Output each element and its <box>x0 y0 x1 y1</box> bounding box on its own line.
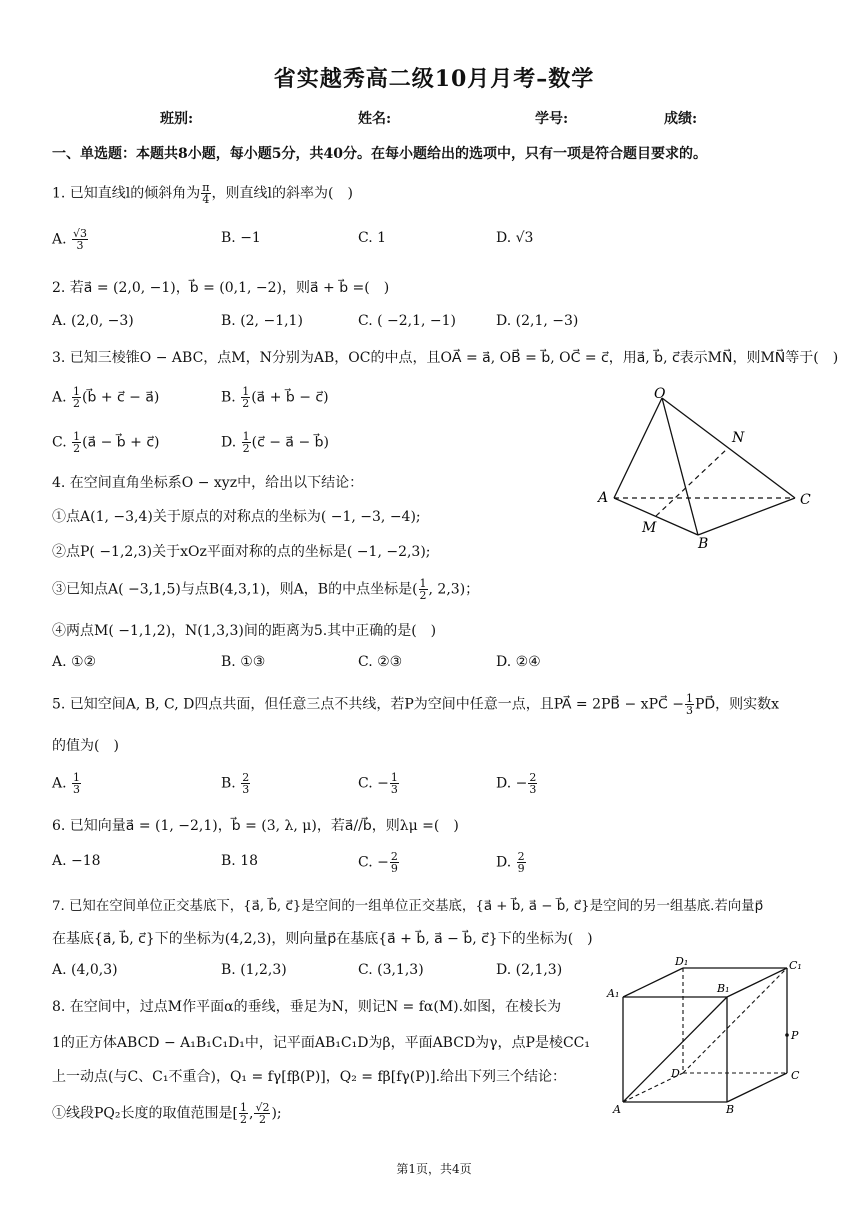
label-A: A <box>613 1103 621 1116</box>
page-footer: 第1页，共4页 <box>396 1162 472 1176</box>
q6-option-a: A. −18 <box>52 853 101 869</box>
label-A: A <box>598 490 609 506</box>
label-D1: D₁ <box>675 955 689 968</box>
q7-option-b: B. (1,2,3) <box>221 962 287 978</box>
q4-option-a: A. ①② <box>52 654 97 670</box>
q1-option-b: B. −1 <box>221 230 261 246</box>
q3-option-c: C. $\frac{1}{2}$ (a⃗ − b⃗ + c⃗) <box>52 430 160 455</box>
q3-option-a: A. $\frac{1}{2}$ (b⃗ + c⃗ − a⃗) <box>52 385 160 410</box>
q5-option-a: A. $\frac{1}{3}$ <box>52 771 81 796</box>
q6-option-b: B. 18 <box>221 853 259 869</box>
q5-option-b: B. $\frac{2}{3}$ <box>221 771 250 796</box>
q7-option-c: C. (3,1,3) <box>358 962 424 978</box>
q2-option-d: D. (2,1, −3) <box>496 313 579 329</box>
q4-statement-2: ②点P( −1,2,3)关于xOz平面对称的点的坐标是( −1, −2,3); <box>52 544 431 560</box>
question-8-line1: 8. 在空间中，过点M作平面α的垂线，垂足为N，则记N = fα(M).如图，在棱长为 <box>52 999 562 1015</box>
tetrahedron-figure <box>590 380 820 555</box>
class-label: 班别: <box>160 111 194 127</box>
q4-statement-3: ③已知点A( −3,1,5)与点B(4,3,1)，则A，B的中点坐标是( $\frac{1}{2}$ , 2,3)； <box>52 577 480 602</box>
label-B: B <box>726 1103 735 1116</box>
question-7-stem-line1: 7. 已知在空间单位正交基底下，{a⃗, b⃗, c⃗}是空间的一组单位正交基底，{a⃗ + b⃗, a⃗ − b⃗, c⃗}是空间的另一组基底.若向量p⃗ <box>52 899 764 914</box>
fraction: $\frac{\pi}{4}$ <box>202 181 210 206</box>
q4-option-b: B. ①③ <box>221 654 266 670</box>
label-A1: A₁ <box>607 987 620 1000</box>
section-heading: 一、单选题：本题共8小题，每小题5分，共40分。在每小题给出的选项中，只有一项是符合题目要求的。 <box>52 146 707 162</box>
question-5-stem-cont: 的值为( ) <box>52 738 119 754</box>
question-2-stem: 2. 若a⃗ = (2,0, −1)，b⃗ = (0,1, −2)，则a⃗ + b⃗ =( ) <box>52 280 390 296</box>
q6-option-d: D. $\frac{2}{9}$ <box>496 850 525 875</box>
student-id-label: 学号: <box>535 111 569 127</box>
label-B: B <box>698 536 709 552</box>
q2-option-a: A. (2,0, −3) <box>52 313 134 329</box>
q1-option-d: D. √3 <box>496 230 534 246</box>
q4-option-d: D. ②④ <box>496 654 541 670</box>
q6-option-c: C. − $\frac{2}{9}$ <box>358 850 398 875</box>
q2-option-b: B. (2, −1,1) <box>221 313 303 329</box>
q3-option-d: D. $\frac{1}{2}$ (c⃗ − a⃗ − b⃗) <box>221 430 329 455</box>
label-C1: C₁ <box>789 959 802 972</box>
question-8-line2: 1的正方体ABCD − A₁B₁C₁D₁中，记平面AB₁C₁D为β，平面ABCD为γ，点P是棱CC₁ <box>52 1035 590 1051</box>
question-8-line3: 上一动点(与C、C₁不重合)，Q₁ = fγ[fβ(P)]，Q₂ = fβ[fγ(P)].给出下列三个结论： <box>52 1069 567 1085</box>
label-P: P <box>791 1029 799 1042</box>
q7-option-a: A. (4,0,3) <box>52 962 118 978</box>
page-title: 省实越秀高二级10月月考–数学 <box>273 66 595 92</box>
label-C: C <box>791 1069 800 1082</box>
q5-option-d: D. − $\frac{2}{3}$ <box>496 771 537 796</box>
label-B1: B₁ <box>717 982 730 995</box>
question-8-conclusion-1: ①线段PQ₂长度的取值范围是[ $\frac{1}{2}$ , $\frac{√2}{2}$ ); <box>52 1101 282 1126</box>
question-1-stem: 1. 已知直线l的倾斜角为 $\frac{\pi}{4}$ ，则直线l的斜率为( ) <box>52 181 353 206</box>
q5-option-c: C. − $\frac{1}{3}$ <box>358 771 398 796</box>
question-5-stem: 5. 已知空间A, B, C, D四点共面，但任意三点不共线，若P为空间中任意一点，且PA⃗ = 2PB⃗ − xPC⃗ − $\frac{1}{3}$ PD⃗，则实数x <box>52 692 780 717</box>
question-6-stem: 6. 已知向量a⃗ = (1, −2,1)，b⃗ = (3, λ, μ)，若a⃗//b⃗，则λμ =( ) <box>52 818 459 834</box>
cube-figure <box>605 955 810 1120</box>
q2-option-c: C. ( −2,1, −1) <box>358 313 457 329</box>
label-O: O <box>654 386 666 402</box>
label-C: C <box>800 492 811 508</box>
label-M: M <box>642 520 657 536</box>
question-7-stem-line2: 在基底{a⃗, b⃗, c⃗}下的坐标为(4,2,3)，则向量p⃗在基底{a⃗ + b⃗, a⃗ − b⃗, c⃗}下的坐标为( ) <box>52 931 593 947</box>
name-label: 姓名: <box>358 111 392 127</box>
question-3-stem: 3. 已知三棱锥O − ABC，点M，N分别为AB，OC的中点，且OA⃗ = a⃗, OB⃗ = b⃗, OC⃗ = c⃗，用a⃗, b⃗, c⃗表示MN⃗，则MN⃗等于( ) <box>52 350 839 366</box>
score-label: 成绩: <box>664 111 698 127</box>
q4-statement-1: ①点A(1, −3,4)关于原点的对称点的坐标为( −1, −3, −4); <box>52 509 421 525</box>
label-D: D <box>671 1067 680 1080</box>
question-4-stem: 4. 在空间直角坐标系O − xyz中，给出以下结论： <box>52 475 364 491</box>
q4-option-c: C. ②③ <box>358 654 403 670</box>
label-N: N <box>732 430 745 446</box>
q3-option-b: B. $\frac{1}{2}$ (a⃗ + b⃗ − c⃗) <box>221 385 329 410</box>
q1-option-a: A. $\frac{√3}{3}$ <box>52 227 88 252</box>
q1-option-c: C. 1 <box>358 230 387 246</box>
q7-option-d: D. (2,1,3) <box>496 962 563 978</box>
q4-statement-4: ④两点M( −1,1,2)，N(1,3,3)间的距离为5.其中正确的是( ) <box>52 623 437 639</box>
